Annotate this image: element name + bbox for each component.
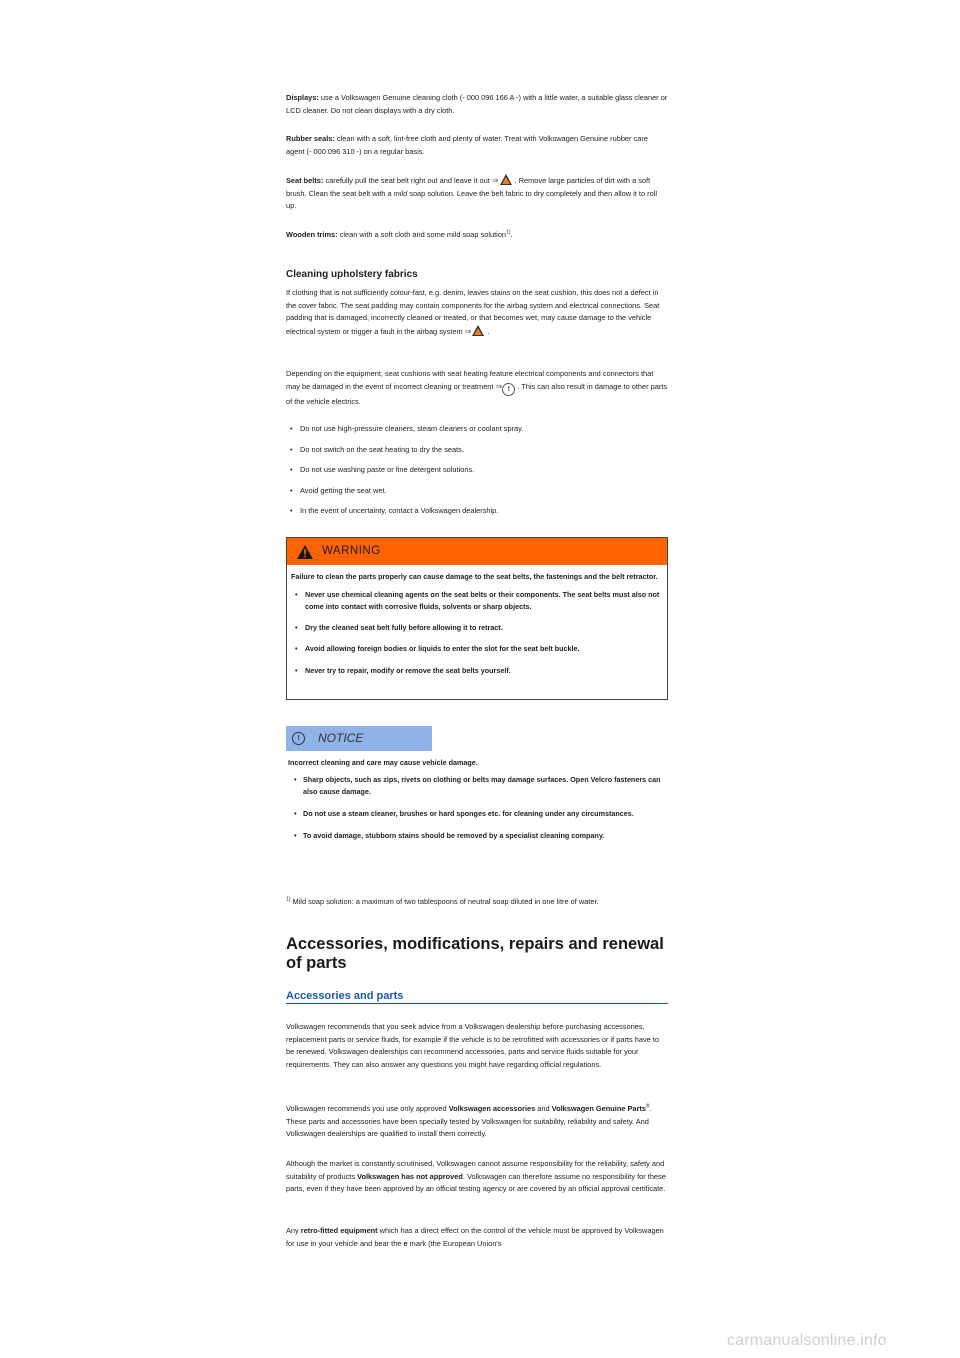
para-rubber-seals: Rubber seals: clean with a soft, lint-free cloth and plenty of water. Treat with Volkswagen Genuine rubber care agent (- 000 096 310 -) on a regular basis. — [286, 134, 648, 156]
notice-list — [286, 774, 666, 852]
warning-item: • Never try to repair, modify or remove the seat belts yourself. — [287, 665, 667, 677]
notice-title: NOTICE — [318, 731, 364, 745]
notice-item: • Do not use a steam cleaner, brushes or hard sponges etc. for cleaning under any circumstances. — [286, 808, 666, 820]
footnote-ref[interactable]: 1) — [506, 229, 511, 236]
notice-header — [286, 726, 432, 751]
para-accessories-1: Volkswagen recommends that you seek advice from a Volkswagen dealership before purchasing accessories, replacement parts or service fluids, for example if the vehicle is to be retrofitted with accessories or if parts have to be renewed. Volkswagen dealerships can recommend accessories, parts and service fluids suitable for your requirements. They can also answer any questions you might have regarding official regulations. — [286, 1022, 659, 1069]
notice-exclamation-icon: ! — [292, 732, 305, 745]
warning-intro: Failure to clean the parts properly can cause damage to the seat belts, the fastenings and the belt retractor. — [291, 572, 658, 581]
para-accessories-2: Volkswagen recommends you use only approved Volkswagen accessories and Volkswagen Genuine Parts®. These parts and accessories have been specially tested by Volkswagen for suitability, reliability and safety. And Volkswagen dealerships are qualified to install them correctly. — [286, 1103, 652, 1139]
para-upholstery-1: If clothing that is not sufficiently colour-fast, e.g. denim, leaves stains on the seat cushion, this does not a defect in the cover fabric. The seat padding may contain components for the airbag system and electrical connections. Seat padding that is damaged, incorrectly cleaned or treated, or that becomes wet, may cause damage to the vehicle electrical system or trigger a fault in the airbag system ⇒ . — [286, 288, 660, 336]
para-seat-belts: Seat belts: carefully pull the seat belt right out and leave it out ⇒ . Remove large particles of dirt with a soft brush. Clean the seat belt with a mild soap solution. Leave the belt fabric to dry completely and then allow it to roll up. — [286, 176, 657, 211]
warning-item: • Dry the cleaned seat belt fully before allowing it to retract. — [287, 622, 667, 634]
list-item: • Do not use high-pressure cleaners, steam cleaners or coolant spray. — [286, 423, 668, 435]
warning-box — [286, 537, 668, 700]
section-heading-upholstery: Cleaning upholstery fabrics — [286, 269, 418, 280]
para-accessories-4: Any retro-fitted equipment which has a direct effect on the control of the vehicle must be approved by Volkswagen for use in your vehicle and bear the e mark (the European Union's — [286, 1226, 664, 1248]
list-item: • Avoid getting the seat wet. — [286, 485, 668, 497]
warning-header — [287, 538, 667, 565]
para-accessories-3: Although the market is constantly scrutinised, Volkswagen cannot assume responsibility for the reliability, safety and suitability of products Volkswagen has not approved. Volkswagen can therefore assume no responsibility for these parts, even if they have been approved by an official testing agency or are covered by an official approval certificate. — [286, 1159, 666, 1194]
footnote: $^{1)}$ Mild soap solution: a maximum of two tablespoons of neutral soap diluted in one litre of water. — [286, 896, 599, 906]
para-wooden-trims: Wooden trims: clean with a soft cloth and some mild soap solution$^{1)}$. — [286, 229, 513, 239]
notice-item: • Sharp objects, such as zips, rivets on clothing or belts may damage surfaces. Open Velcro fasteners can also cause damage. — [286, 774, 666, 799]
list-item: • Do not switch on the seat heating to dry the seats. — [286, 444, 668, 456]
notice-exclamation-icon[interactable]: ! — [502, 383, 515, 396]
arrow-icon[interactable]: ⇒ — [495, 381, 503, 391]
warning-item: • Avoid allowing foreign bodies or liquids to enter the slot for the seat belt buckle. — [287, 643, 667, 655]
para-upholstery-2: Depending on the equipment, seat cushions with seat heating feature electrical components and connectors that may be damaged in the event of incorrect cleaning or treatment ⇒ ! . This can also result in damage to other parts of the vehicle electrics. — [286, 369, 668, 406]
warning-title: WARNING — [322, 545, 381, 557]
site-watermark: carmanualsonline.info — [727, 1332, 887, 1349]
notice-item: • To avoid damage, stubborn stains should be removed by a specialist cleaning company. — [286, 830, 666, 842]
warning-triangle-icon[interactable] — [472, 325, 484, 336]
list-item: • Do not use washing paste or fine detergent solutions. — [286, 464, 668, 476]
arrow-icon[interactable]: ⇒ — [464, 326, 472, 336]
warning-triangle-icon[interactable] — [500, 174, 512, 185]
notice-intro: Incorrect cleaning and care may cause vehicle damage. — [288, 758, 478, 767]
list-item: • In the event of uncertainty, contact a Volkswagen dealership. — [286, 505, 668, 517]
section-heading-accessories: Accessories and parts — [286, 990, 668, 1004]
chapter-title: Accessories, modifications, repairs and renewal of parts — [286, 935, 664, 972]
warning-item: • Never use chemical cleaning agents on the seat belts or their components. The seat belts must also not come into contact with corrosive fluids, solvents or sharp objects. — [287, 589, 667, 614]
arrow-icon[interactable]: ⇒ — [491, 176, 499, 185]
para-displays: Displays: use a Volkswagen Genuine cleaning cloth (- 000 096 166 A -) with a little water, a suitable glass cleaner or LCD cleaner. Do not clean displays with a dry cloth. — [286, 93, 668, 115]
upholstery-bullet-list — [286, 423, 668, 526]
warning-triangle-icon — [297, 545, 313, 564]
